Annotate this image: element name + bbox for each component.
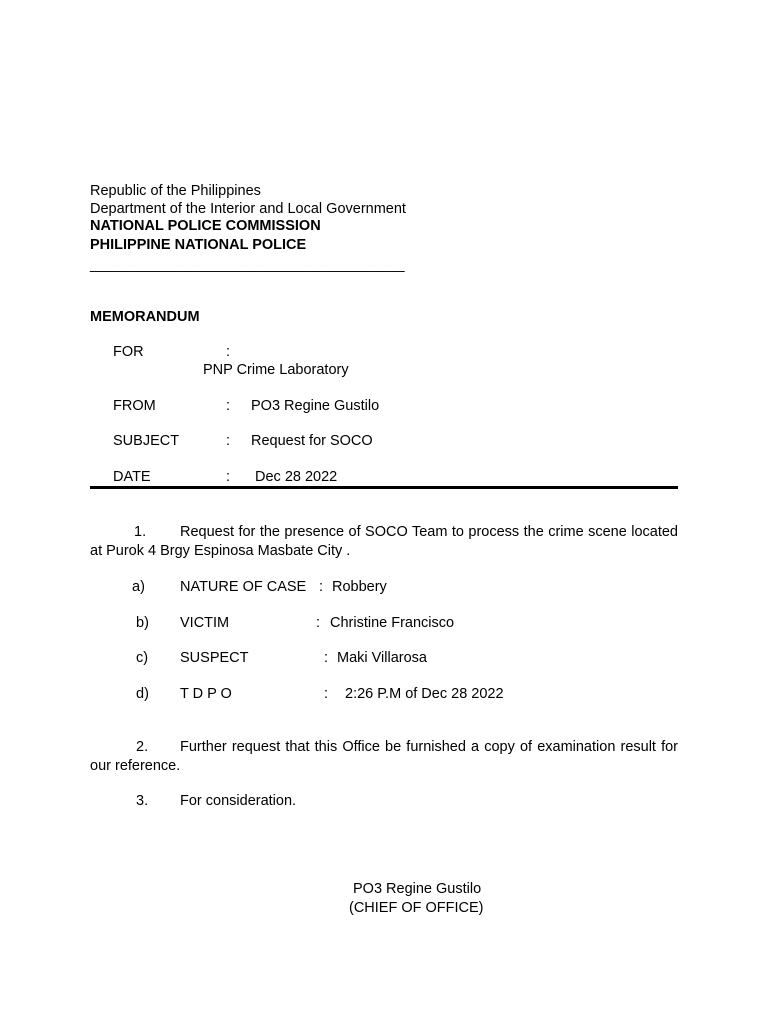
signatory-name: PO3 Regine Gustilo xyxy=(353,881,482,897)
header-underline: _______________________________________ xyxy=(90,257,405,273)
item-a-label: NATURE OF CASE xyxy=(180,579,307,595)
subject-label: SUBJECT xyxy=(113,433,180,449)
item-d-letter: d) xyxy=(136,686,149,702)
for-value: PNP Crime Laboratory xyxy=(203,362,349,378)
header-napolcom: NATIONAL POLICE COMMISSION xyxy=(90,218,321,234)
subject-value: Request for SOCO xyxy=(251,433,373,449)
item-d-colon: : xyxy=(324,686,329,702)
item-c-letter: c) xyxy=(136,650,149,666)
for-colon: : xyxy=(226,344,231,360)
item-a-value: Robbery xyxy=(332,579,387,595)
paragraph-2-number: 2. xyxy=(136,739,149,755)
signatory-title: (CHIEF OF OFFICE) xyxy=(349,900,484,916)
paragraph-1-number: 1. xyxy=(134,524,147,540)
date-colon: : xyxy=(226,469,231,485)
date-value: Dec 28 2022 xyxy=(255,469,338,485)
header-pnp: PHILIPPINE NATIONAL POLICE xyxy=(90,237,307,253)
item-d-value: 2:26 P.M of Dec 28 2022 xyxy=(345,686,504,702)
header-department: Department of the Interior and Local Government xyxy=(90,201,406,217)
header-divider xyxy=(90,486,678,489)
memo-title: MEMORANDUM xyxy=(90,309,200,325)
paragraph-2 xyxy=(90,738,678,776)
item-d-label: T D P O xyxy=(180,686,232,702)
paragraph-2-text: Further request that this Office be furnished a copy of examination result for our reference. xyxy=(90,739,678,774)
item-b-letter: b) xyxy=(136,615,149,631)
paragraph-3-text: For consideration. xyxy=(180,793,297,809)
from-colon: : xyxy=(226,398,231,414)
paragraph-1-text: Request for the presence of SOCO Team to process the crime scene located at Purok 4 Brgy Espinosa Masbate City . xyxy=(90,524,678,559)
paragraph-3-number: 3. xyxy=(136,793,149,809)
item-a-letter: a) xyxy=(132,579,145,595)
from-label: FROM xyxy=(113,398,156,414)
subject-colon: : xyxy=(226,433,231,449)
paragraph-1 xyxy=(90,523,678,561)
from-value: PO3 Regine Gustilo xyxy=(251,398,380,414)
item-c-value: Maki Villarosa xyxy=(337,650,427,666)
date-label: DATE xyxy=(113,469,151,485)
header-republic: Republic of the Philippines xyxy=(90,183,261,199)
item-b-colon: : xyxy=(316,615,321,631)
item-c-label: SUSPECT xyxy=(180,650,249,666)
item-b-label: VICTIM xyxy=(180,615,230,631)
for-label: FOR xyxy=(113,344,144,360)
item-c-colon: : xyxy=(324,650,329,666)
item-b-value: Christine Francisco xyxy=(330,615,455,631)
item-a-colon: : xyxy=(319,579,324,595)
